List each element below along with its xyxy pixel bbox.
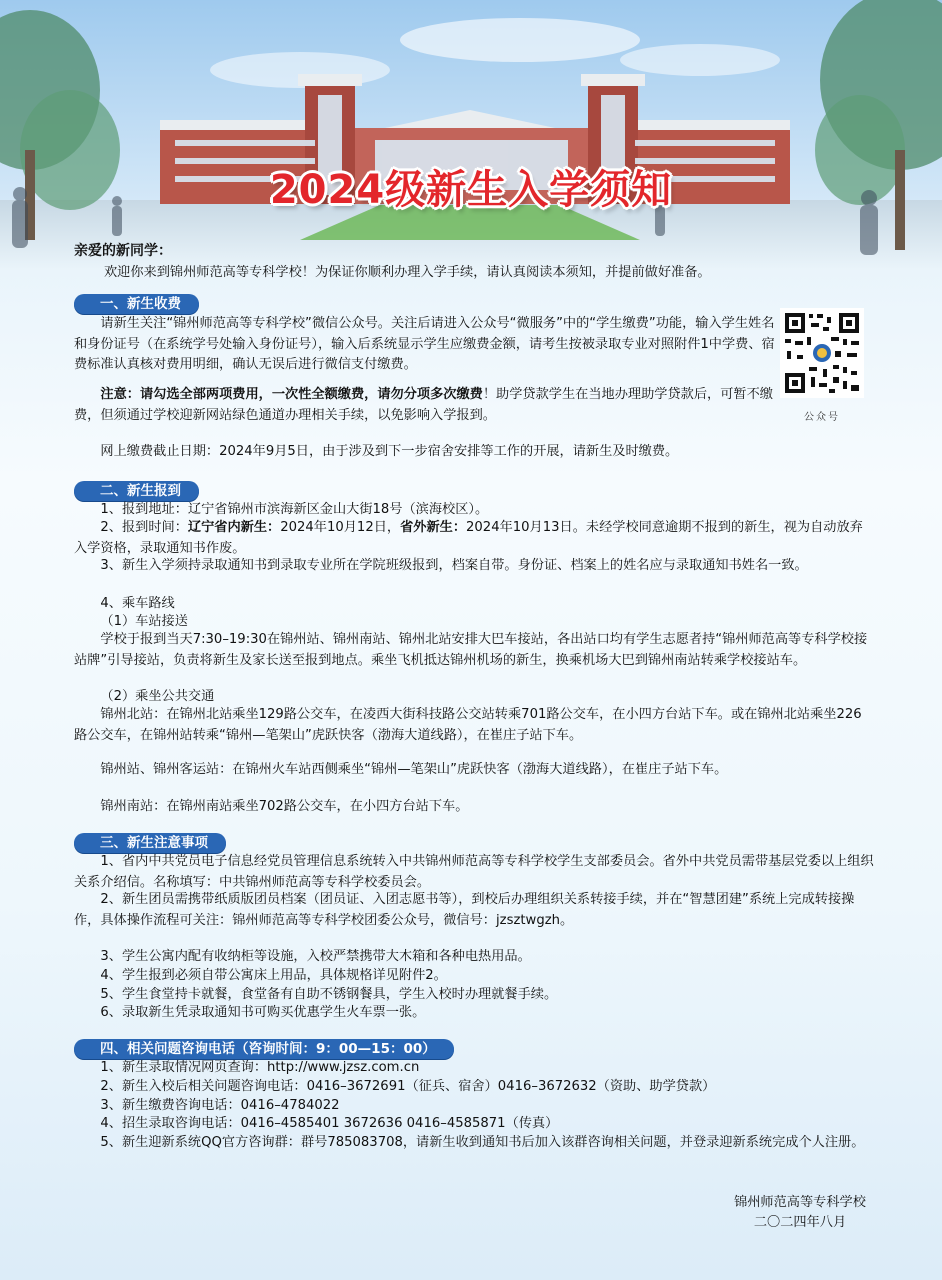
route-jinzhou-south: 锦州南站：在锦州南站乘坐702路公交车，在小四方台站下车。 [100, 799, 469, 814]
station-pickup-text: 学校于报到当天7:30–19:30在锦州站、锦州南站、锦州北站安排大巴车接站，各出站口均有学生志愿者持“锦州师范高等专科学校接站牌”引导接站，负责将新生及家长送至报到地点。乘坐飞机抵达锦州机场的新生，换乘机场大巴到锦州南站转乘学校接站车。 [74, 632, 868, 668]
contact-item-1: 1、新生录取情况网页查询：http://www.jzsz.com.cn [100, 1060, 420, 1075]
reg-time-date-1: 2024年10月12日， [280, 520, 401, 535]
registration-address: 1、报到地址：辽宁省锦州市滨海新区金山大街18号（滨海校区）。 [100, 502, 489, 517]
route-jinzhou-north: 锦州北站：在锦州北站乘坐129路公交车，在凌西大街科技路公交站转乘701路公交车，在小四方台站下车。或在锦州北站乘坐226路公交车，在锦州站转乘“锦州—笔架山”虎跃快客（渤海大道线路），在崔庄子站下车。 [74, 707, 862, 743]
section-heading-registration: 二、新生报到 [74, 481, 199, 501]
intro-text: 欢迎你来到锦州师范高等专科学校！为保证你顺利办理入学手续，请认真阅读本须知，并提前做好准备。 [104, 265, 711, 280]
registration-documents: 3、新生入学须持录取通知书到录取专业所在学院班级报到，档案自带。身份证、档案上的姓名应与录取通知书姓名一致。 [100, 558, 808, 573]
route-jinzhou-station: 锦州站、锦州客运站：在锦州火车站西侧乘坐“锦州—笔架山”虎跃快客（渤海大道线路），在崔庄子站下车。 [100, 762, 728, 777]
notes-item-4: 4、学生报到必须自带公寓床上用品，具体规格详见附件2。 [100, 968, 447, 983]
notes-item-3: 3、学生公寓内配有收纳柜等设施，入校严禁携带大木箱和各种电热用品。 [100, 949, 531, 964]
reg-time-label: 2、报到时间： [100, 520, 188, 535]
notes-item-5: 5、学生食堂持卡就餐，食堂备有自助不锈钢餐具，学生入校时办理就餐手续。 [100, 987, 558, 1002]
notes-item-2: 2、新生团员需携带纸质版团员档案（团员证、入团志愿书等），到校后办理组织关系转接手续，并在“智慧团建”系统上完成转接操作，具体操作流程可关注：锦州师范高等专科学校团委公众号，微信号：jzsztwgzh。 [74, 892, 855, 928]
contact-item-5: 5、新生迎新系统QQ官方咨询群：群号785083708，请新生收到通知书后加入该群咨询相关问题，并登录迎新系统完成个人注册。 [100, 1135, 865, 1150]
wechat-qr-code [780, 308, 864, 398]
registration-time [74, 518, 874, 559]
section-heading-notes: 三、新生注意事项 [74, 833, 226, 853]
fees-deadline: 网上缴费截止日期：2024年9月5日，由于涉及到下一步宿舍安排等工作的开展，请新生及时缴费。 [100, 444, 679, 459]
transport-heading: 4、乘车路线 [100, 596, 175, 611]
contact-item-2: 2、新生入校后相关问题咨询电话：0416–3672691（征兵、宿舍）0416–3672632（资助、助学贷款） [100, 1079, 716, 1094]
reg-time-out-province: 省外新生： [400, 520, 467, 535]
notes-item-1: 1、省内中共党员电子信息经党员管理信息系统转入中共锦州师范高等专科学校学生支部委员会。省外中共党员需带基层党委以上组织关系介绍信。名称填写：中共锦州师范高等专科学校委员会。 [74, 854, 874, 890]
signature [650, 1193, 942, 1233]
contact-item-4: 4、招生录取咨询电话：0416–4585401 3672636 0416–4585871（传真） [100, 1116, 559, 1131]
campus-illustration [0, 0, 942, 270]
reg-time-in-province: 辽宁省内新生： [187, 520, 281, 535]
signature-school: 锦州师范高等专科学校 [734, 1195, 866, 1210]
hero-banner [0, 0, 942, 270]
section-heading-fees: 一、新生收费 [74, 294, 199, 314]
section-heading-contact: 四、相关问题咨询电话（咨询时间：9：00—15：00） [74, 1039, 454, 1059]
qr-caption: 公众号 [804, 412, 840, 423]
greeting: 亲爱的新同学： [74, 243, 172, 259]
station-pickup-heading: （1）车站接送 [100, 614, 188, 629]
notes-item-6: 6、录取新生凭录取通知书可购买优惠学生火车票一张。 [100, 1005, 426, 1020]
contact-item-3: 3、新生缴费咨询电话：0416–4784022 [100, 1098, 340, 1113]
signature-date: 二〇二四年八月 [753, 1215, 847, 1230]
public-transport-heading: （2）乘坐公共交通 [100, 689, 215, 704]
qr-code-icon [783, 311, 861, 395]
fees-paragraph-1: 请新生关注“锦州师范高等专科学校”微信公众号。关注后请进入公众号“微服务”中的“学生缴费”功能，输入学生姓名和身份证号（在系统学号处输入身份证号），输入后系统显示学生应缴费金额，请考生按被录取专业对照附件1中学费、宿费标准认真核对费用明细，确认无误后进行微信支付缴费。 [74, 316, 775, 372]
fees-warning-rest: ！助学贷款学生在当地办理助学贷款后，可暂不缴费，但须通过学校迎新网站绿色通道办理相关手续，以免影响入学报到。 [74, 387, 773, 423]
fees-paragraph-2 [74, 385, 780, 426]
page-title: 2024级新生入学须知 [269, 167, 673, 213]
fees-warning-bold: 注意：请勾选全部两项费用，一次性全额缴费，请勿分项多次缴费 [100, 387, 483, 402]
reg-time-rest: 2024年10月13日。未经学校同意逾期不报到的新生，视为自动放弃入学资格，录取通知书作废。 [74, 520, 863, 556]
